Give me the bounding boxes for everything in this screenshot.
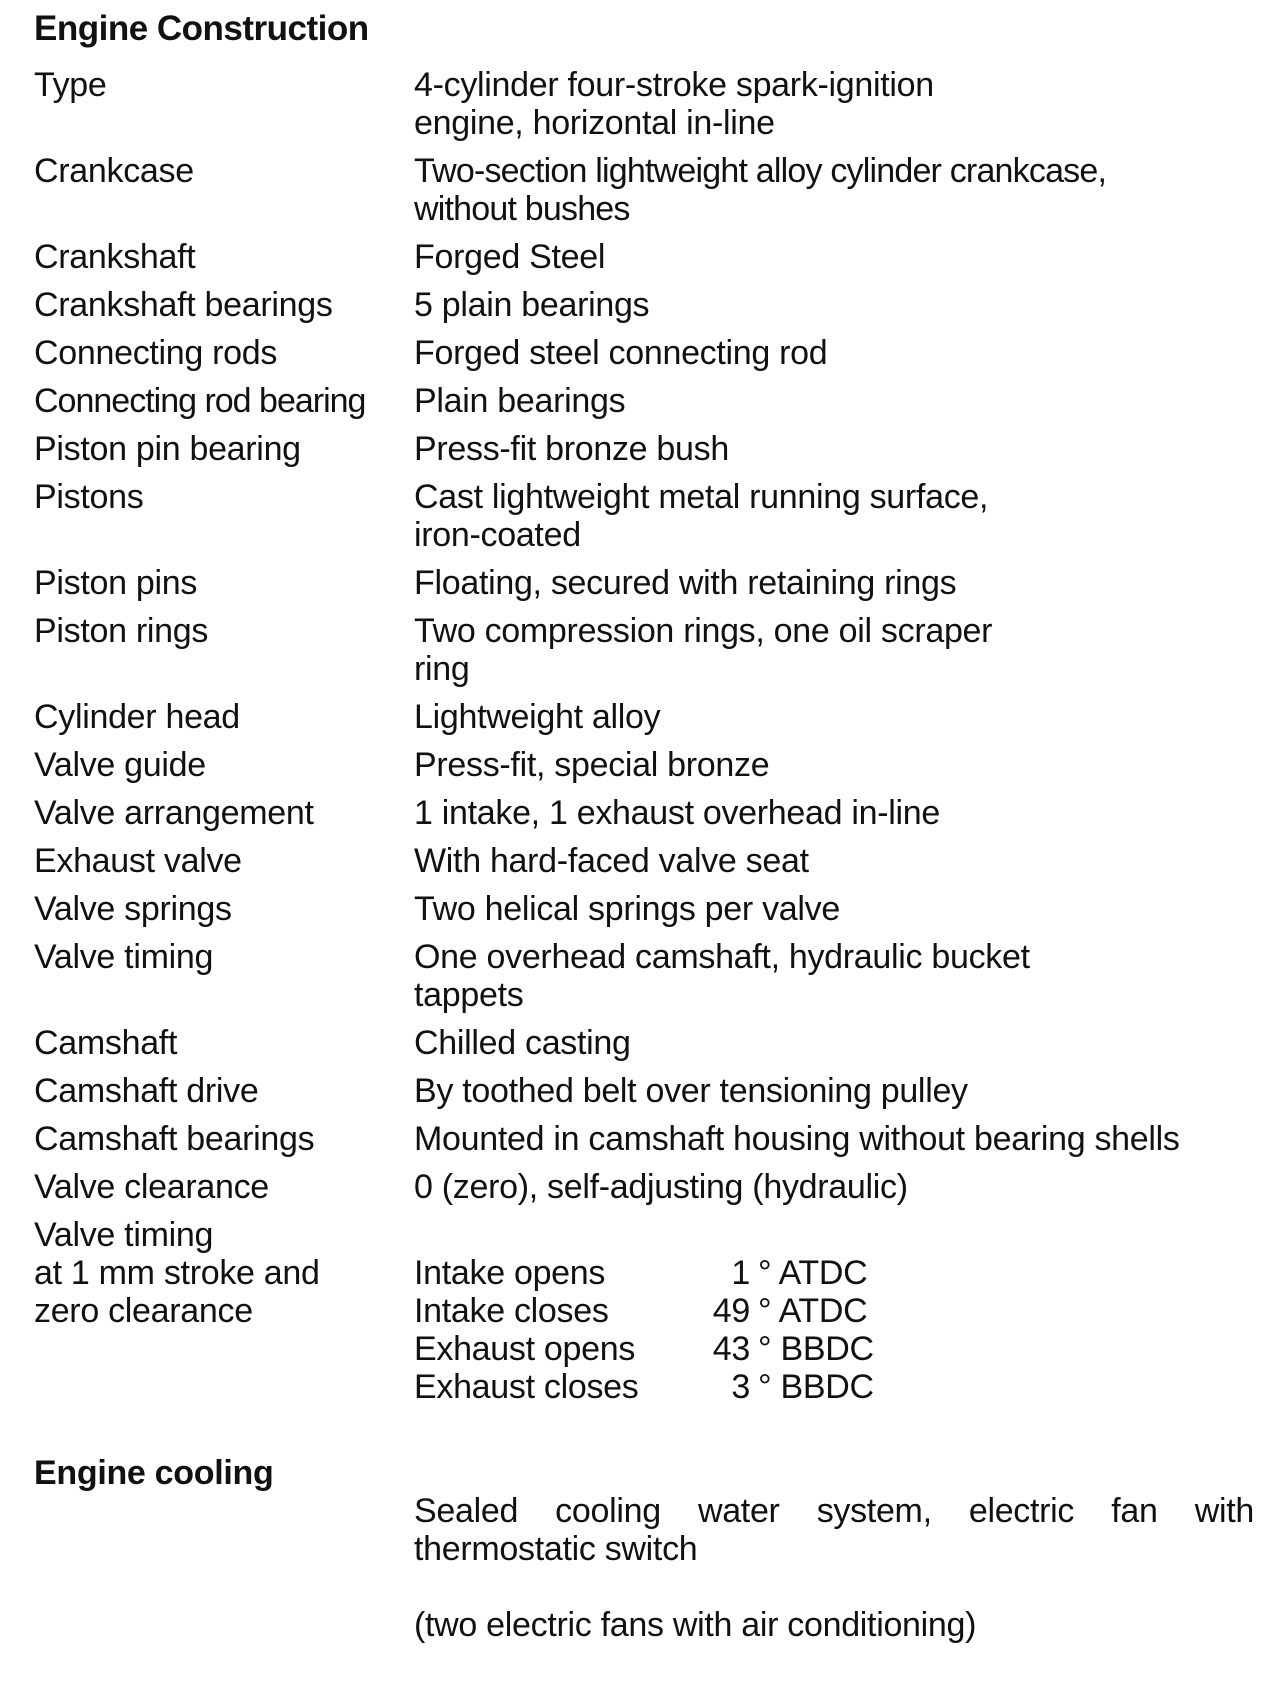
spec-value: By toothed belt over tensioning pulley	[414, 1072, 968, 1110]
spec-value: One overhead camshaft, hydraulic bucket tappets	[414, 938, 1030, 1014]
timing-grid	[414, 1254, 1254, 1406]
cooling-note: (two electric fans with air conditioning)	[414, 1606, 977, 1644]
spec-row-valve-guide	[34, 746, 1254, 794]
spec-value: Plain bearings	[414, 382, 626, 420]
spec-value: 4-cylinder four-stroke spark-ignition engine, horizontal in-line	[414, 66, 934, 142]
spec-value: Forged Steel	[414, 238, 606, 276]
timing-event: Intake opens	[414, 1254, 606, 1292]
spec-value: Forged steel connecting rod	[414, 334, 828, 372]
spec-sheet	[34, 8, 1254, 1692]
timing-reference: ° ATDC	[758, 1254, 868, 1292]
spec-row-crankshaft	[34, 238, 1254, 286]
spec-value: Cast lightweight metal running surface, iron-coated	[414, 478, 989, 554]
timing-degrees: 43	[712, 1330, 750, 1368]
spec-row-valve-clearance	[34, 1168, 1254, 1216]
spec-value: Press-fit, special bronze	[414, 746, 770, 784]
spec-row-engine-cooling	[34, 1454, 1254, 1692]
spec-label: Valve timing	[34, 938, 214, 976]
timing-degrees: 49	[712, 1292, 750, 1330]
spec-label: Piston rings	[34, 612, 209, 650]
spec-label: Valve arrangement	[34, 794, 314, 832]
spec-label: Exhaust valve	[34, 842, 242, 880]
page-title: Engine Construction	[34, 9, 369, 48]
spec-label: Cylinder head	[34, 698, 240, 736]
spec-value: Lightweight alloy	[414, 698, 661, 736]
spec-value: Two helical springs per valve	[414, 890, 840, 928]
spec-label: Crankcase	[34, 152, 194, 190]
spec-label: Valve clearance	[34, 1168, 269, 1206]
engine-spec-table	[34, 66, 1254, 1692]
cooling-description: Sealed cooling water system, electric fan with thermostatic switch	[414, 1492, 1254, 1568]
timing-values	[414, 1216, 1254, 1454]
spec-label: Connecting rods	[34, 334, 278, 372]
timing-event: Exhaust closes	[414, 1368, 639, 1406]
spec-label: Valve timing at 1 mm stroke and zero clearance	[34, 1216, 320, 1330]
spec-label: Valve guide	[34, 746, 206, 784]
spec-value: Floating, secured with retaining rings	[414, 564, 957, 602]
spec-row-valve-springs	[34, 890, 1254, 938]
spec-label: Crankshaft	[34, 238, 196, 276]
section-label: Engine cooling	[34, 1454, 274, 1492]
spec-value: 1 intake, 1 exhaust overhead in-line	[414, 794, 940, 832]
spec-label: Camshaft	[34, 1024, 178, 1062]
spec-label: Valve springs	[34, 890, 232, 928]
timing-degrees: 3	[731, 1368, 750, 1406]
spec-row-camshaft-drive	[34, 1072, 1254, 1120]
spec-label: Camshaft bearings	[34, 1120, 315, 1158]
spec-row-crankcase	[34, 152, 1254, 238]
timing-reference: ° BBDC	[758, 1368, 874, 1406]
timing-event: Intake closes	[414, 1292, 609, 1330]
spec-row-piston-pin-bearing	[34, 430, 1254, 478]
spec-row-valve-arrangement	[34, 794, 1254, 842]
spec-row-exhaust-valve	[34, 842, 1254, 890]
spec-value: Chilled casting	[414, 1024, 631, 1062]
spec-row-connecting-rods	[34, 334, 1254, 382]
timing-degrees: 1	[731, 1254, 750, 1292]
spec-row-valve-timing	[34, 938, 1254, 1024]
spec-row-valve-timing-detail	[34, 1216, 1254, 1454]
spec-value: 5 plain bearings	[414, 286, 650, 324]
spec-label: Type	[34, 66, 107, 104]
spec-row-cylinder-head	[34, 698, 1254, 746]
spec-label: Piston pins	[34, 564, 198, 602]
spec-row-type	[34, 66, 1254, 152]
spec-value: 0 (zero), self-adjusting (hydraulic)	[414, 1168, 908, 1206]
spec-value: Mounted in camshaft housing without bearing shells	[414, 1120, 1180, 1158]
spec-label: Crankshaft bearings	[34, 286, 333, 324]
spec-label: Pistons	[34, 478, 144, 516]
timing-reference: ° BBDC	[758, 1330, 874, 1368]
spec-value: Press-fit bronze bush	[414, 430, 729, 468]
spec-value: Two compression rings, one oil scraper ring	[414, 612, 993, 688]
spec-row-connecting-rod-bearing	[34, 382, 1254, 430]
cooling-values	[414, 1454, 1254, 1692]
spec-row-piston-rings	[34, 612, 1254, 698]
spec-row-camshaft-bearings	[34, 1120, 1254, 1168]
spec-value: With hard-faced valve seat	[414, 842, 809, 880]
spec-row-pistons	[34, 478, 1254, 564]
spec-row-piston-pins	[34, 564, 1254, 612]
spec-label: Camshaft drive	[34, 1072, 259, 1110]
spec-row-camshaft	[34, 1024, 1254, 1072]
timing-event: Exhaust opens	[414, 1330, 636, 1368]
spec-row-crankshaft-bearings	[34, 286, 1254, 334]
spec-value: Two-section lightweight alloy cylinder crankcase, without bushes	[414, 152, 1107, 228]
spec-label: Piston pin bearing	[34, 430, 301, 468]
timing-reference: ° ATDC	[758, 1292, 868, 1330]
spec-label: Connecting rod bearing	[34, 382, 366, 420]
